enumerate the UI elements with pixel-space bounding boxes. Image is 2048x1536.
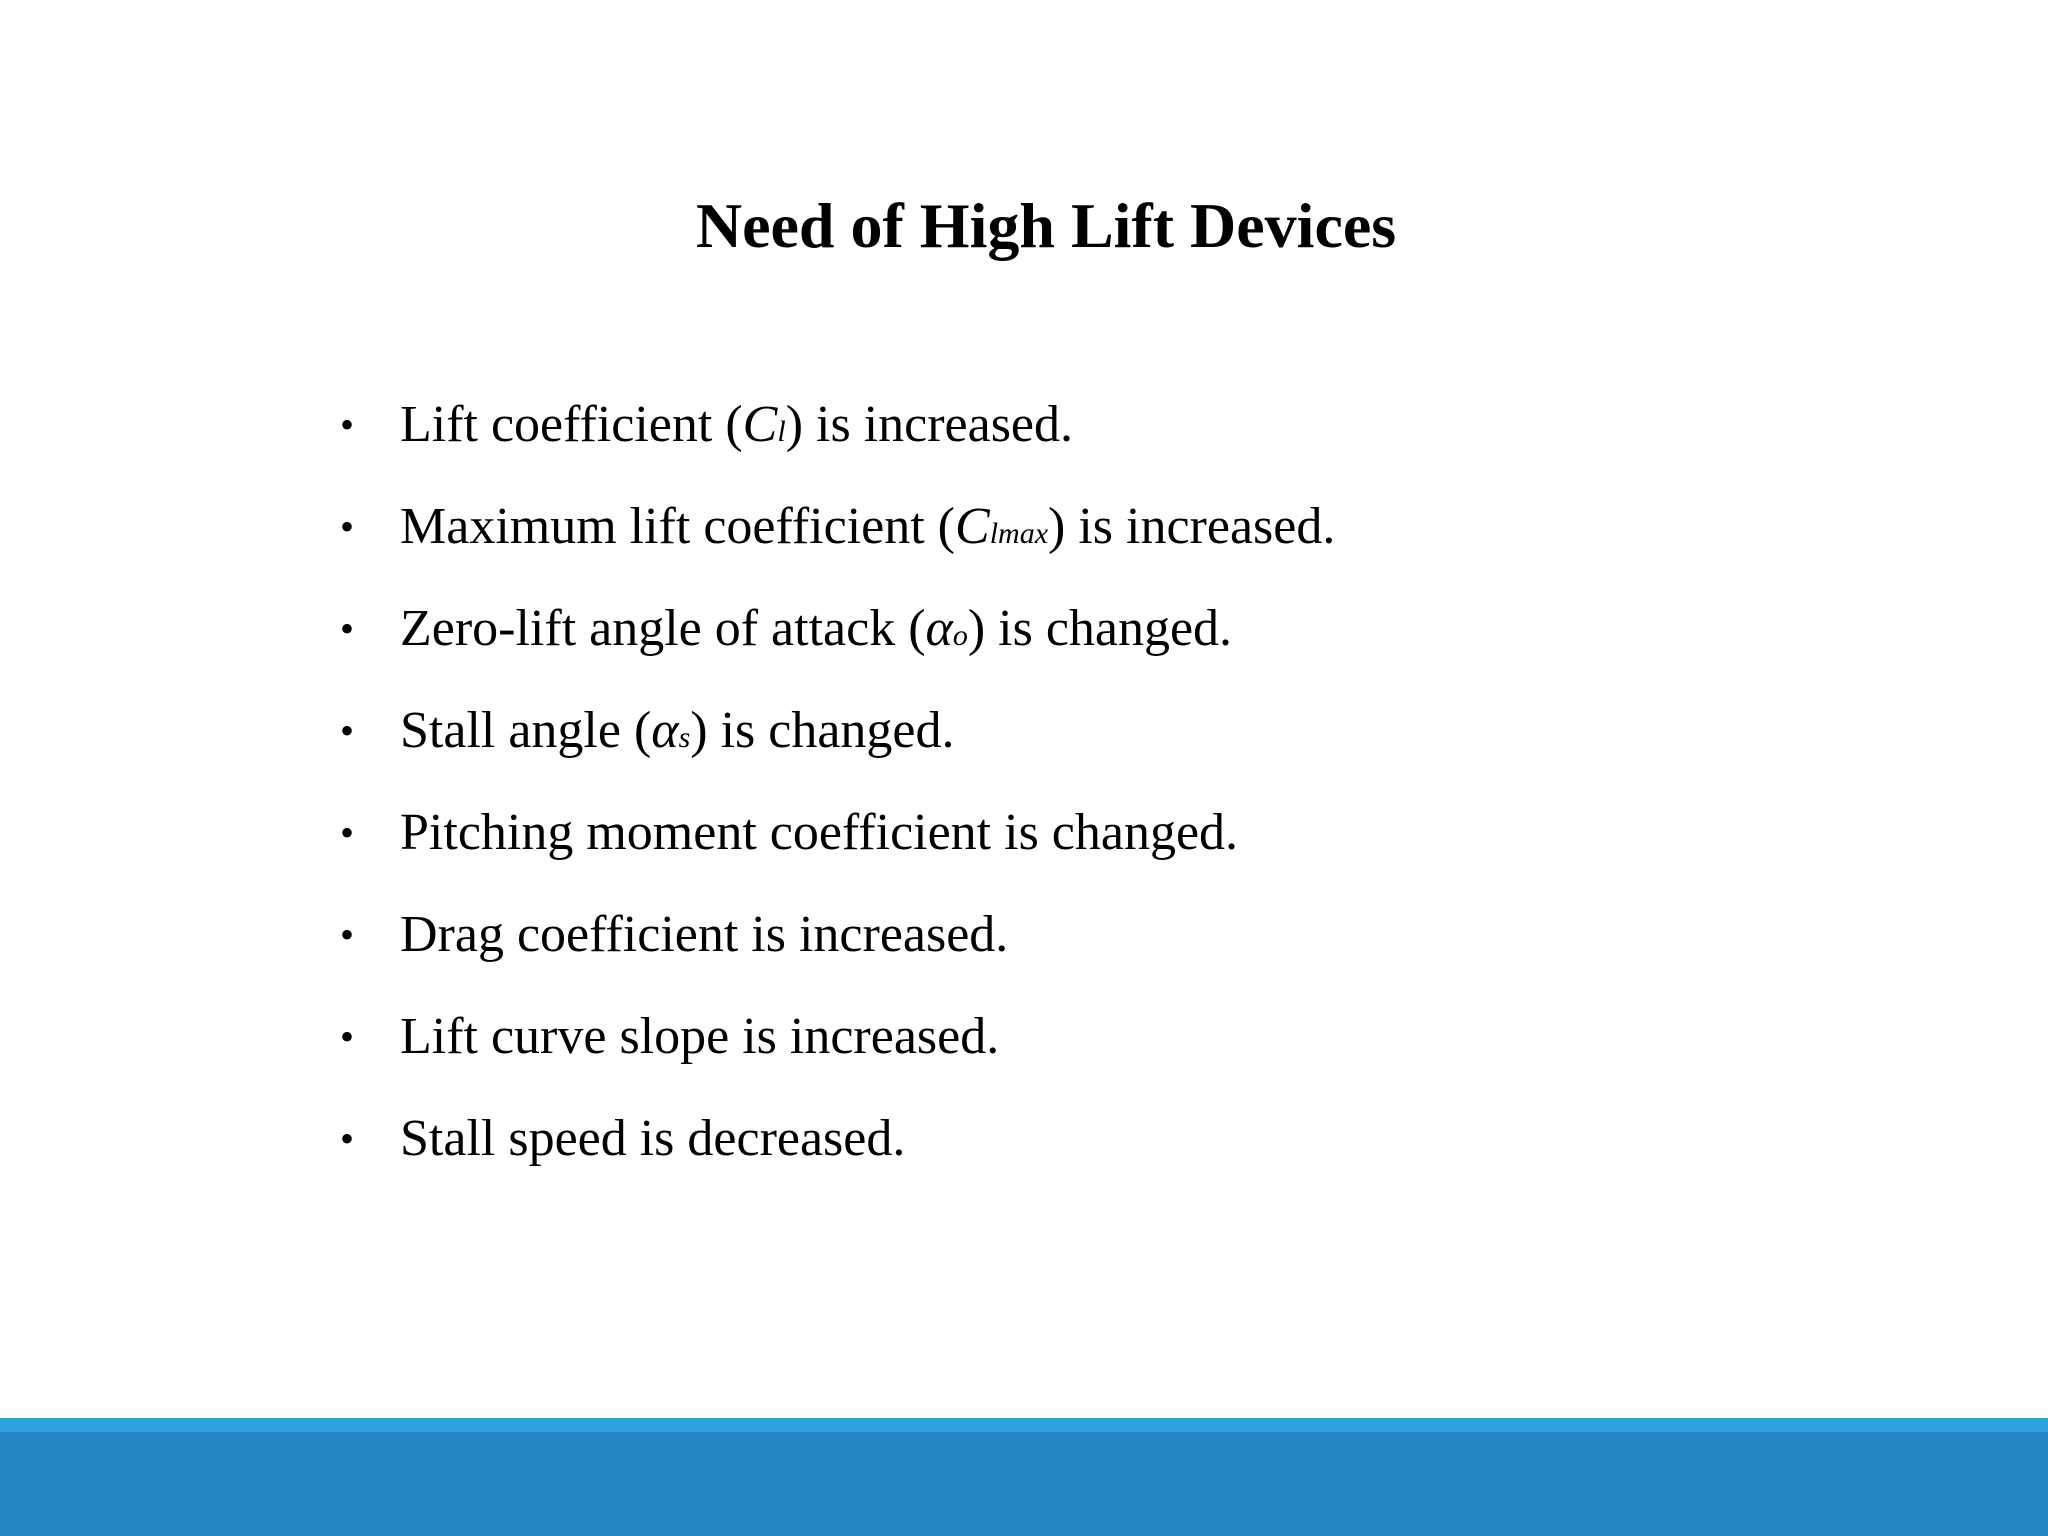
- math-subscript: o: [952, 619, 968, 652]
- math-subscript: lmax: [989, 517, 1049, 550]
- math-symbol: α: [925, 600, 953, 657]
- bullet-icon: •: [340, 402, 355, 447]
- footer-stripe: [0, 1418, 2048, 1432]
- bullet-text-post: ) is increased.: [785, 396, 1074, 453]
- bullet-text: [400, 494, 1335, 567]
- math-symbol: C: [955, 498, 990, 555]
- bullet-text-pre: Zero-lift angle of attack (: [400, 600, 926, 657]
- bullet-text-post: ) is increased.: [1048, 498, 1336, 555]
- bullet-icon: •: [340, 708, 355, 753]
- slide-title: Need of High Lift Devices: [695, 190, 1397, 261]
- footer-bar: [0, 1432, 2048, 1536]
- math-subscript: l: [777, 415, 786, 448]
- bullet-icon: •: [340, 912, 355, 957]
- bullet-text-pre: Stall angle (: [400, 702, 652, 759]
- bullet-icon: •: [340, 606, 355, 651]
- bullet-icon: •: [340, 810, 355, 855]
- bullet-text-pre: Maximum lift coefficient (: [400, 498, 955, 555]
- math-symbol: α: [651, 702, 679, 759]
- bullet-text: Pitching moment coefficient is changed.: [400, 804, 1239, 861]
- bullet-text: Lift curve slope is increased.: [400, 1008, 1000, 1065]
- math-symbol: C: [742, 396, 778, 453]
- bullet-text-pre: Lift coefficient (: [400, 396, 743, 453]
- bullet-text: Drag coefficient is increased.: [400, 906, 1009, 963]
- bullet-icon: •: [340, 504, 355, 549]
- bullet-text: [400, 596, 1232, 669]
- bullet-icon: •: [340, 1116, 355, 1161]
- bullet-text: [400, 698, 955, 771]
- bullet-text: [400, 392, 1073, 465]
- bullet-icon: •: [340, 1014, 355, 1059]
- bullet-text: Stall speed is decreased.: [400, 1110, 906, 1167]
- bullet-text-post: ) is changed.: [967, 600, 1233, 657]
- math-subscript: s: [678, 721, 691, 754]
- bullet-text-post: ) is changed.: [690, 702, 955, 759]
